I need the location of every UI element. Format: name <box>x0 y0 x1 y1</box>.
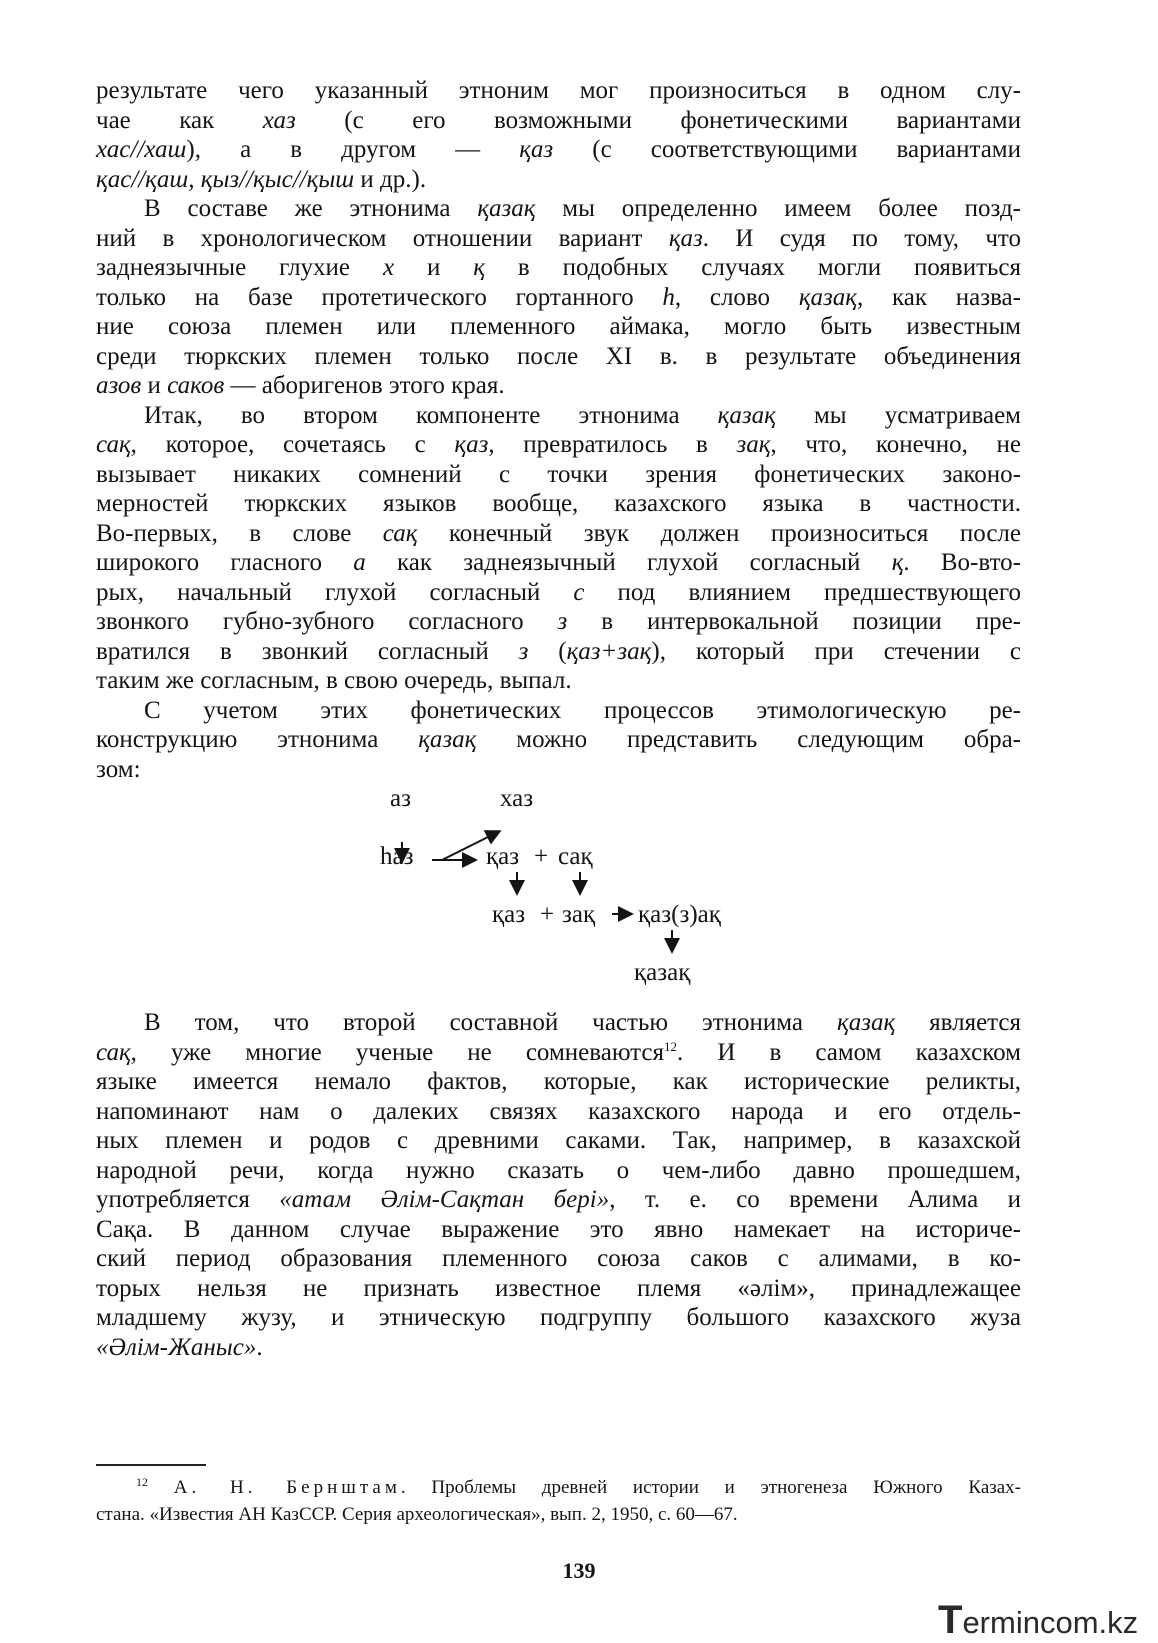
diagram-kaz-1: қаз <box>486 843 520 870</box>
text-line: звонкого губно-зубного согласного з в интервокальной позиции пре- <box>96 608 1021 635</box>
text-line: заднеязычные глухие х и қ в подобных случаях могли появиться <box>96 254 1022 281</box>
watermark-initial: T <box>938 1598 963 1642</box>
text-line: употребляется «атам Әлім-Сақтан бері», т. е. со времени Алима и <box>96 1186 1021 1213</box>
text-line: ных племен и родов с древними саками. Так, например, в казахской <box>96 1127 1021 1154</box>
text-line: языке имеется немало фактов, которые, как исторические реликты, <box>96 1068 1021 1095</box>
diagram-zak: зақ <box>562 901 596 928</box>
text-line: только на базе протетического гортанного һ, слово қазақ, как назва- <box>96 283 1021 311</box>
text-line: чае как хаз (с его возможными фонетическими вариантами <box>96 106 1021 134</box>
text-line: таким же согласным, в свою очередь, выпал. <box>96 667 572 694</box>
text-line: Во-первых, в слове сақ конечный звук должен произноситься после <box>96 519 1021 547</box>
footnote-text-1: . Проблемы древней истории и этногенеза Южного Казах- <box>400 1477 1022 1498</box>
text-line: среди тюркских племен только после XI в. в результате объединения <box>96 342 1021 370</box>
text-line: сақ, которое, сочетаясь с қаз, превратилось в зақ, что, конечно, не <box>96 431 1021 458</box>
paragraphs-bottom <box>96 1008 1021 1362</box>
footnote-marker: 12 <box>136 1475 148 1489</box>
text-line: В том, что второй составной частью этнонима қазақ является <box>144 1009 1021 1036</box>
text-line: С учетом этих фонетических процессов этимологическую ре- <box>144 696 1021 724</box>
footnote-line-2: стана. «Известия АН КазССР. Серия археологическая», вып. 2, 1950, с. 60—67. <box>96 1504 738 1525</box>
text-line: мерностей тюркских языков вообще, казахского языка в частности. <box>96 490 1021 517</box>
diagram-kazak: қазақ <box>634 959 691 986</box>
text-line: хас//хаш), а в другом — қаз (с соответствующими вариантами <box>96 136 1021 163</box>
text-line: рых, начальный глухой согласный с под влиянием предшествующего <box>96 578 1021 606</box>
text-line: младшему жузу, и этническую подгруппу большого казахского жуза <box>96 1304 1021 1331</box>
text-line: напоминают нам о далеких связях казахского народа и его отдель- <box>96 1097 1021 1125</box>
text-line: «Әлім-Жаныс». <box>96 1333 263 1361</box>
text-line: азов и саков — аборигенов этого края. <box>96 372 505 399</box>
text-line: Итак, во втором компоненте этнонима қазақ мы усматриваем <box>144 401 1021 429</box>
text-line: Сақа. В данном случае выражение это явно намекает на историче- <box>96 1215 1021 1243</box>
text-line: зом: <box>96 755 141 783</box>
page-number: 139 <box>562 1558 596 1583</box>
watermark-text: ermincom.kz <box>962 1605 1139 1640</box>
text-line: широкого гласного а как заднеязычный глухой согласный қ. Во-вто- <box>96 549 1021 576</box>
diagram-haz-top: хаз <box>500 785 534 812</box>
text-line: торых нельзя не признать известное племя «әлім», принадлежащее <box>96 1274 1021 1302</box>
diagram-kaz-2: қаз <box>492 901 526 928</box>
text-line: результате чего указанный этноним мог произноситься в одном слу- <box>96 77 1021 104</box>
diagram-az: аз <box>390 785 411 812</box>
text-line: народной речи, когда нужно сказать о чем-либо давно прошедшем, <box>96 1156 1021 1184</box>
footnote-author: А. Н. Бернштам <box>173 1477 401 1498</box>
diagram-plus-1: + <box>534 843 549 870</box>
diagram-plus-2: + <box>540 901 555 928</box>
text-line: конструкцию этнонима қазақ можно представить следующим обра- <box>96 726 1021 753</box>
text-line: сақ, уже многие ученые не сомневаются$^{12}$. И в самом казахском <box>96 1038 1022 1066</box>
text-line: вратился в звонкий согласный з (қаз+зақ), который при стечении с <box>96 637 1022 665</box>
text-line: В составе же этнонима қазақ мы определенно имеем более позд- <box>144 195 1021 222</box>
watermark-logo <box>938 1598 1138 1643</box>
diagram-kazzak: қаз(з)ақ <box>638 901 721 928</box>
footnote-rule <box>96 1464 206 1466</box>
diagram-sak: сақ <box>558 843 593 870</box>
diagram-haz: һаз <box>380 843 414 870</box>
paragraphs-top <box>96 76 1021 784</box>
footnote-line-1 <box>96 1474 1021 1501</box>
text-line: вызывает никаких сомнений с точки зрения фонетических законо- <box>96 460 1021 488</box>
etymology-diagram <box>370 785 790 1034</box>
text-line: ний в хронологическом отношении вариант қаз. И судя по тому, что <box>96 224 1022 252</box>
text-line: ние союза племен или племенного аймака, могло быть известным <box>96 313 1021 340</box>
text-line: қас//қаш, қыз//қыс//қыш и др.). <box>96 165 427 193</box>
text-line: ский период образования племенного союза саков с алимами, в ко- <box>96 1245 1021 1272</box>
